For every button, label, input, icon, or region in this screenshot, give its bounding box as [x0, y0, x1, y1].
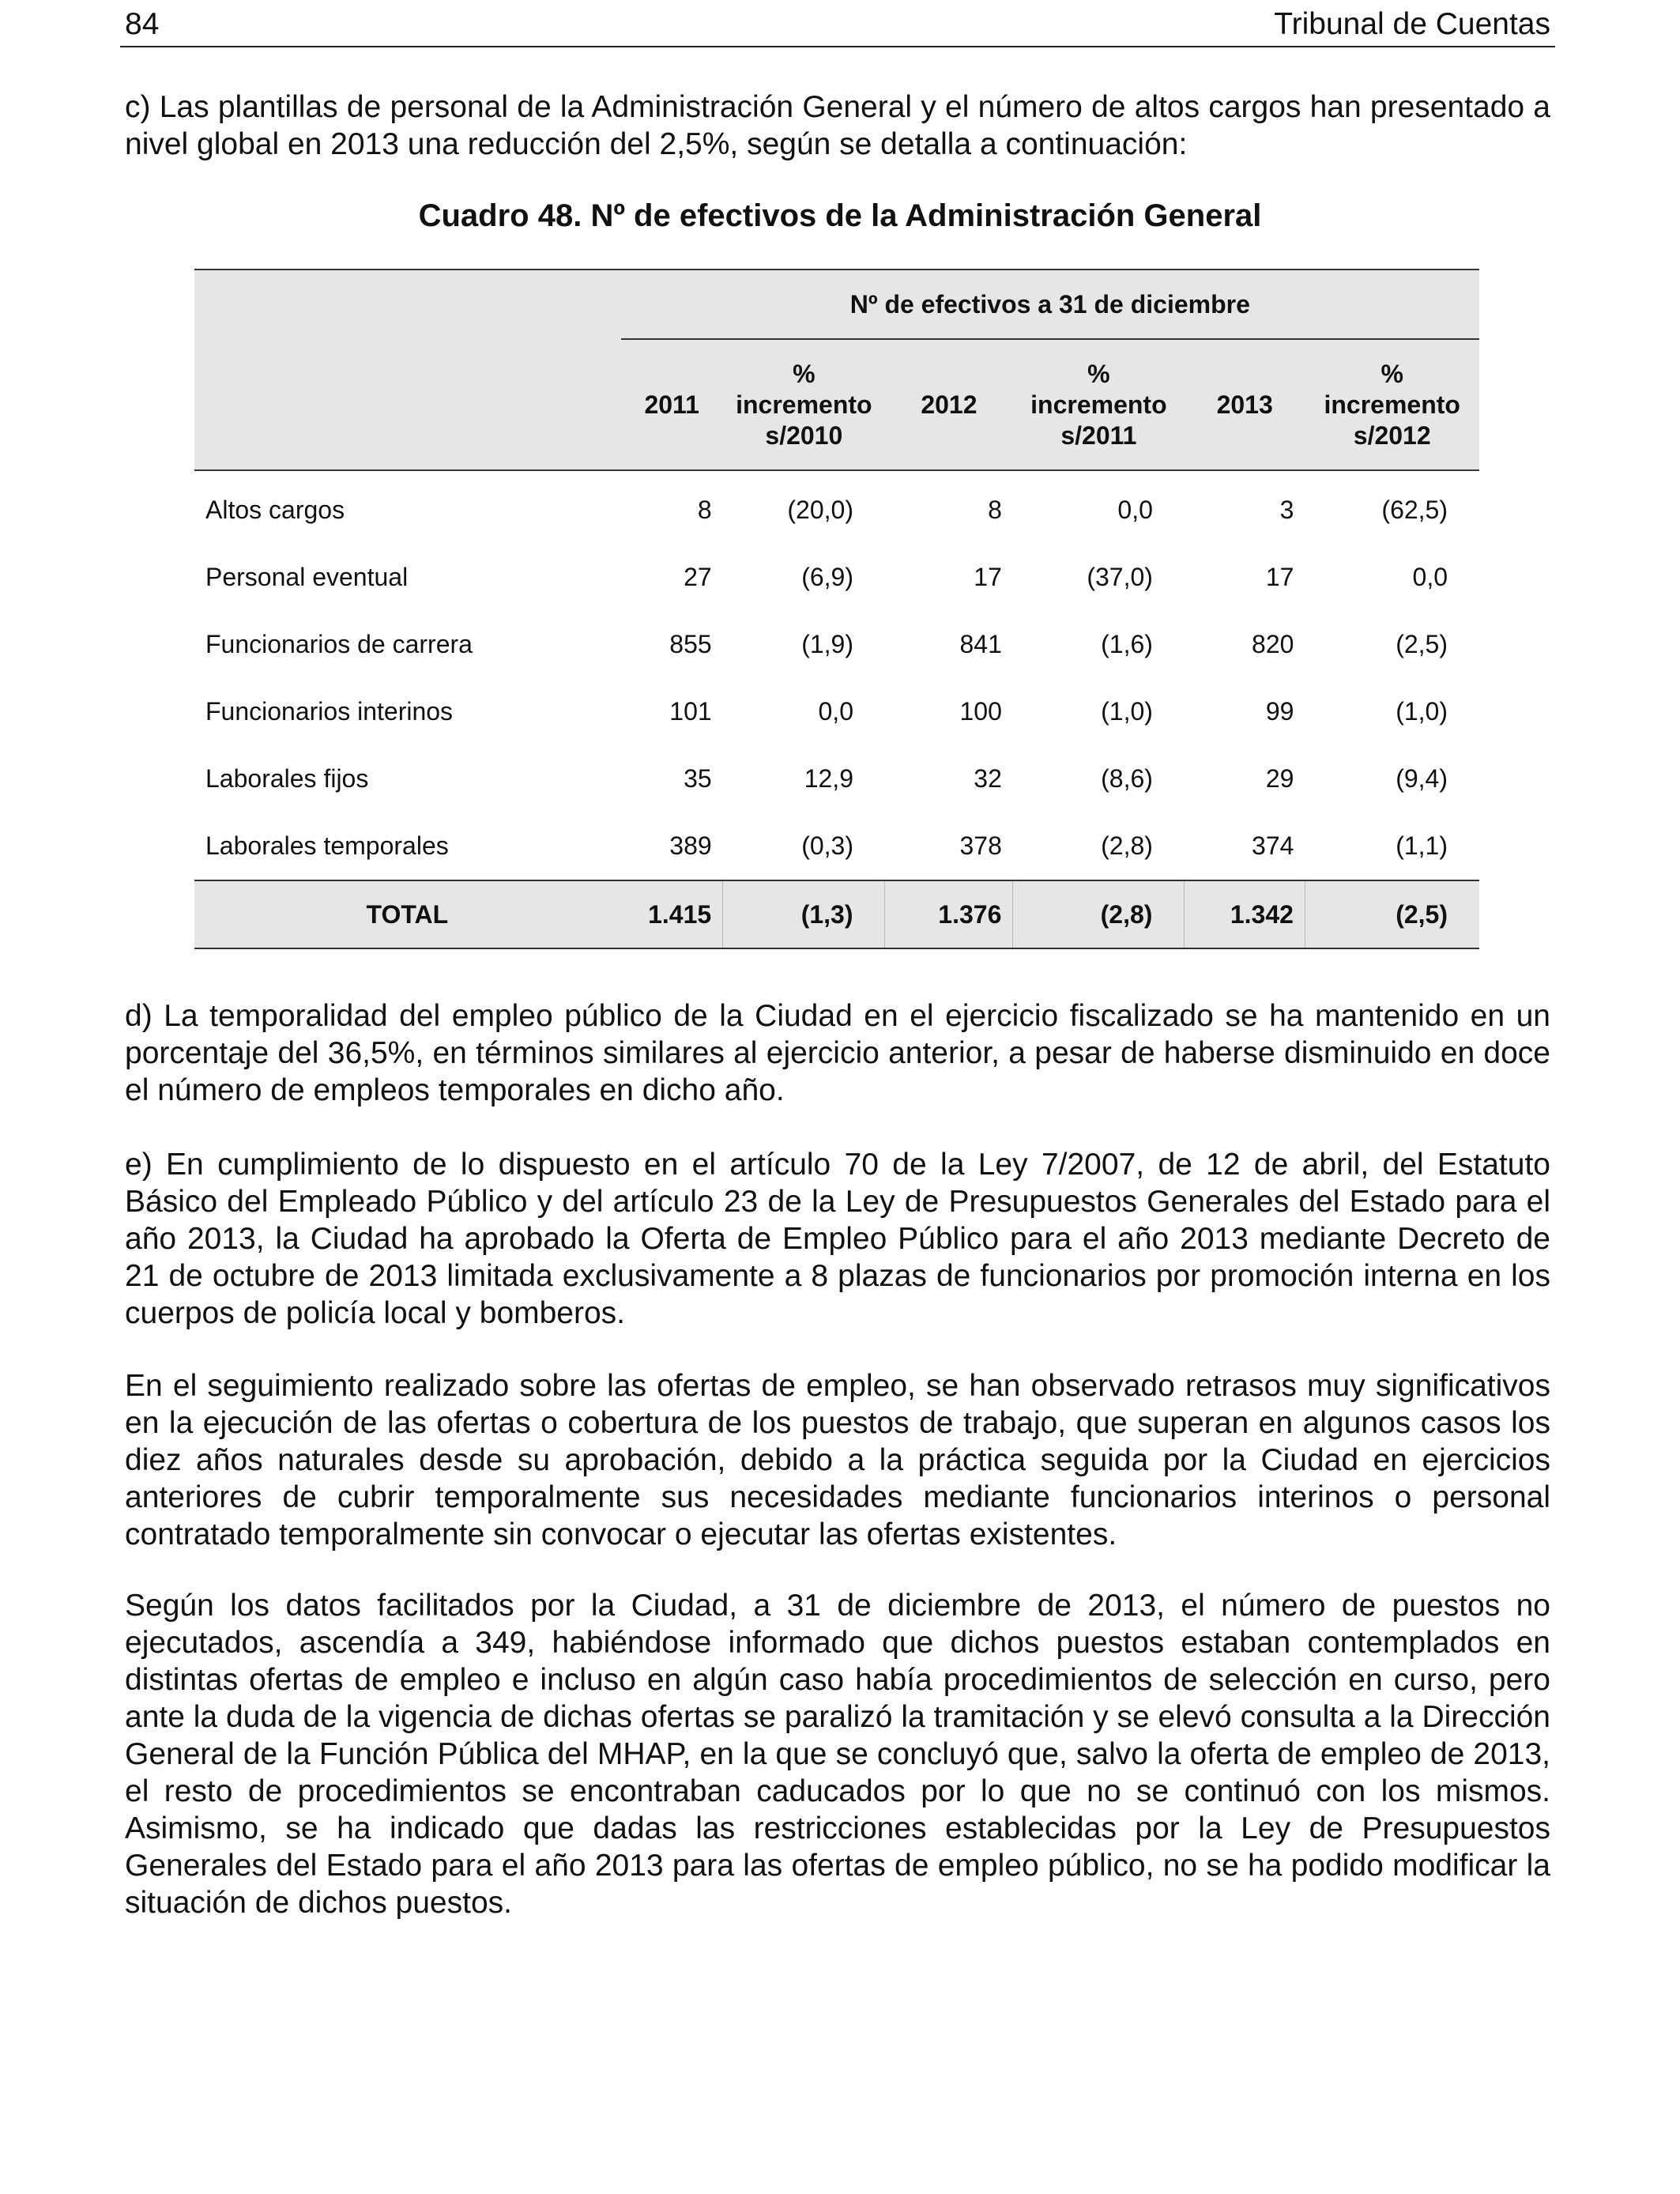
- cell: (1,1): [1396, 831, 1448, 860]
- paragraph-e: e) En cumplimiento de lo dispuesto en el artículo 70 de la Ley 7/2007, de 12 de abril, del Estatuto Básico del Empleado Público y del artículo 23 de la Ley de Presupuestos Generales del Estado para el año 2013, la Ciudad ha aprobado la Oferta de Empleo Público para el año 2013 mediante Decreto de 21 de octubre de 2013 limitada exclusivamente a 8 plazas de funcionarios por promoción interna en los cuerpos de policía local y bomberos.: [125, 1148, 1550, 1330]
- cell: (2,8): [1101, 831, 1153, 860]
- header-empty-cell: [194, 339, 621, 470]
- table-row: [194, 611, 1479, 678]
- table-caption: Cuadro 48. Nº de efectivos de la Administración General: [418, 198, 1262, 233]
- table-row: [194, 678, 1479, 745]
- paragraph-unexecuted-posts: Según los datos facilitados por la Ciudad, a 31 de diciembre de 2013, el número de puestos no ejecutados, ascendía a 349, habiéndose informado que dichos puestos estaban contemplados en distintas ofertas de empleo e incluso en algún caso había procedimientos de selección en curso, pero ante la duda de la vigencia de dichas ofertas se paralizó la tramitación y se elevó consulta a la Dirección General de la Función Pública del MHAP, en la que se concluyó que, salvo la oferta de empleo de 2013, el resto de procedimientos se encontraban caducados por lo que no se continuó con los mismos. Asimismo, se ha indicado que dadas las restricciones establecidas por la Ley de Presupuestos Generales del Estado para el año 2013 para las ofertas de empleo público, no se ha podido modificar la situación de dichos puestos.: [125, 1589, 1550, 1920]
- cell: (37,0): [1087, 563, 1153, 591]
- cell: 374: [1252, 831, 1294, 860]
- cell: (6,9): [801, 563, 853, 591]
- cell: 841: [959, 630, 1002, 658]
- total-cell: 1.415: [621, 880, 723, 948]
- table-row: [194, 470, 1479, 544]
- cell: 855: [669, 630, 712, 658]
- cell: 17: [1265, 563, 1294, 591]
- cell: 8: [697, 496, 712, 524]
- paragraph-offers-follow-up: En el seguimiento realizado sobre las ofertas de empleo, se han observado retrasos muy significativos en la ejecución de las ofertas o cobertura de los puestos de trabajo, que superan en algunos casos los diez años naturales desde su aprobación, debido a la práctica seguida por la Ciudad en ejercicios anteriores de cubrir temporalmente sus necesidades mediante funcionarios interinos o personal contratado temporalmente sin convocar o ejecutar las ofertas existentes.: [125, 1369, 1550, 1551]
- cell: 0,0: [818, 697, 853, 726]
- table-row: [194, 544, 1479, 611]
- cell: (1,0): [1396, 697, 1448, 726]
- paragraph-d: d) La temporalidad del empleo público de la Ciudad en el ejercicio fiscalizado se ha mantenido en un porcentaje del 36,5%, en términos similares al ejercicio anterior, a pesar de haberse disminuido en doce el número de empleos temporales en dicho año.: [125, 999, 1550, 1107]
- table-group-header-row: [194, 270, 1479, 339]
- cell: 8: [988, 496, 1002, 524]
- cell: 35: [684, 764, 712, 793]
- cell: (1,9): [801, 630, 853, 658]
- row-label: Laborales fijos: [205, 764, 369, 793]
- row-label: Altos cargos: [205, 496, 345, 524]
- cell: (62,5): [1381, 496, 1448, 524]
- col-header-pct-2011: % incremento s/2011: [1013, 339, 1185, 470]
- cell: 29: [1265, 764, 1294, 793]
- row-label: Funcionarios interinos: [205, 697, 454, 726]
- table-total-row: [194, 880, 1479, 948]
- publisher-name: Tribunal de Cuentas: [1274, 7, 1550, 41]
- col-header-pct-2010: % incremento s/2010: [723, 339, 885, 470]
- cell: 17: [974, 563, 1002, 591]
- total-cell: 1.376: [885, 880, 1013, 948]
- total-cell: (2,8): [1013, 880, 1185, 948]
- row-label: Laborales temporales: [205, 831, 449, 860]
- cell: (9,4): [1396, 764, 1448, 793]
- cell: 12,9: [804, 764, 853, 793]
- total-cell: (1,3): [723, 880, 885, 948]
- row-label: Funcionarios de carrera: [205, 630, 473, 658]
- intro-paragraph: c) Las plantillas de personal de la Administración General y el número de altos cargos han presentado a nivel global en 2013 una reducción del 2,5%, según se detalla a continuación:: [125, 90, 1550, 161]
- table-row: [194, 745, 1479, 812]
- cell: 32: [974, 764, 1002, 793]
- col-header-pct-2012: % incremento s/2012: [1305, 339, 1479, 470]
- table-column-header-row: [194, 339, 1479, 470]
- total-label: TOTAL: [194, 880, 621, 948]
- cell: (1,6): [1101, 630, 1153, 658]
- cell: 101: [669, 697, 712, 726]
- col-header-2011: 2011: [621, 339, 723, 470]
- cell: 100: [959, 697, 1002, 726]
- cell: (2,5): [1396, 630, 1448, 658]
- cell: 27: [684, 563, 712, 591]
- staff-table: [194, 269, 1479, 949]
- cell: 99: [1265, 697, 1294, 726]
- staff-table-grid: [194, 269, 1479, 949]
- cell: (20,0): [787, 496, 853, 524]
- cell: 0,0: [1412, 563, 1448, 591]
- col-header-2012: 2012: [885, 339, 1013, 470]
- row-label: Personal eventual: [205, 563, 409, 591]
- cell: (0,3): [801, 831, 853, 860]
- cell: 0,0: [1117, 496, 1153, 524]
- total-cell: (2,5): [1305, 880, 1479, 948]
- group-header: Nº de efectivos a 31 de diciembre: [621, 270, 1479, 339]
- total-cell: 1.342: [1185, 880, 1305, 948]
- col-header-2013: 2013: [1185, 339, 1305, 470]
- cell: 378: [959, 831, 1002, 860]
- cell: 820: [1252, 630, 1294, 658]
- cell: (8,6): [1101, 764, 1153, 793]
- cell: 389: [669, 831, 712, 860]
- header-empty-cell: [194, 270, 621, 339]
- cell: 3: [1279, 496, 1294, 524]
- page-header: [120, 0, 1555, 47]
- cell: (1,0): [1101, 697, 1153, 726]
- page-number: 84: [125, 7, 160, 41]
- table-row: [194, 812, 1479, 880]
